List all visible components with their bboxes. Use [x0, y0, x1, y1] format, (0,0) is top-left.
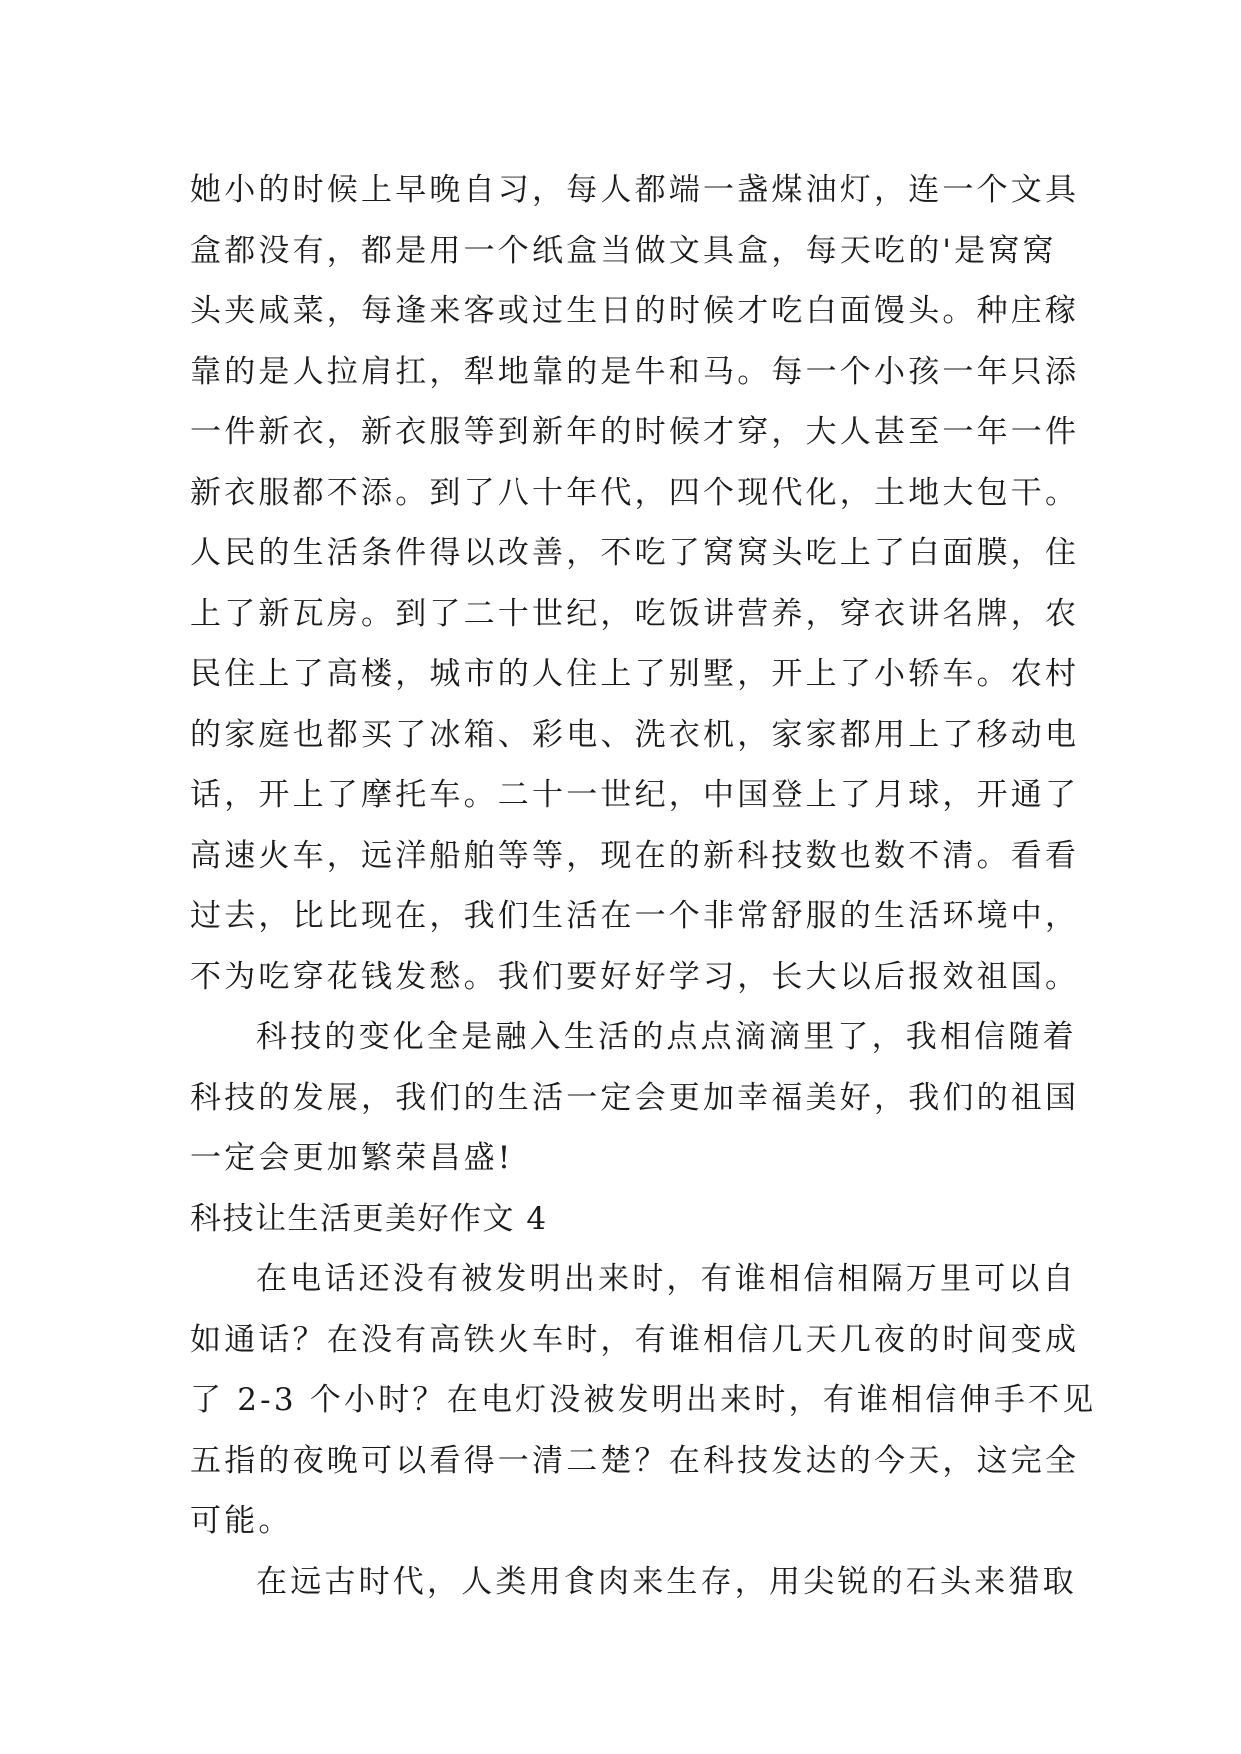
text-line: 了 2-3 个小时？在电灯没被发明出来时，有谁相信伸手不见 [190, 1382, 1097, 1418]
text-line: 头夹咸菜，每逢来客或过生日的时候才吃白面馒头。种庄稼 [190, 293, 1080, 329]
text-line: 新衣服都不添。到了八十年代，四个现代化，土地大包干。 [190, 474, 1080, 511]
text-line: 不为吃穿花钱发愁。我们要好好学习，长大以后报效祖国。 [190, 958, 1080, 995]
paragraph-start-line: 在电话还没有被发明出来时，有谁相信相隔万里可以自 [256, 1261, 1077, 1297]
text-line: 话，开上了摩托车。二十一世纪，中国登上了月球，开通了 [190, 777, 1080, 813]
text-line: 民住上了高楼，城市的人住上了别墅，开上了小轿车。农村 [190, 656, 1080, 692]
section-heading: 科技让生活更美好作文 4 [190, 1200, 548, 1237]
paragraph-start-line: 在远古时代，人类用食肉来生存，用尖锐的石头来猎取 [256, 1563, 1077, 1600]
text-line: 如通话？在没有高铁火车时，有谁相信几天几夜的时间变成 [190, 1321, 1080, 1358]
text-line: 靠的是人拉肩扛，犁地靠的是牛和马。每一个小孩一年只添 [190, 353, 1080, 390]
text-line: 科技的发展，我们的生活一定会更加幸福美好，我们的祖国 [190, 1079, 1080, 1116]
text-line: 上了新瓦房。到了二十世纪，吃饭讲营养，穿衣讲名牌，农 [190, 595, 1080, 632]
text-line: 的家庭也都买了冰箱、彩电、洗衣机，家家都用上了移动电 [190, 716, 1080, 753]
text-line: 五指的夜晚可以看得一清二楚？在科技发达的今天，这完全 [190, 1442, 1080, 1479]
text-line: 可能。 [190, 1503, 293, 1539]
paragraph-start-line: 科技的变化全是融入生活的点点滴滴里了，我相信随着 [256, 1019, 1077, 1055]
text-line: 她小的时候上早晚自习，每人都端一盏煤油灯，连一个文具 [190, 172, 1080, 208]
document-body [190, 160, 1097, 1612]
text-line: 人民的生活条件得以改善，不吃了窝窝头吃上了白面膜，住 [190, 535, 1080, 571]
text-line: 盒都没有，都是用一个纸盒当做文具盒，每天吃的'是窝窝 [190, 232, 1057, 269]
text-line: 一定会更加繁荣昌盛! [190, 1140, 514, 1176]
text-line: 过去，比比现在，我们生活在一个非常舒服的生活环境中， [190, 898, 1080, 934]
text-line: 一件新衣，新衣服等到新年的时候才穿，大人甚至一年一件 [190, 414, 1080, 450]
text-line: 高速火车，远洋船舶等等，现在的新科技数也数不清。看看 [190, 837, 1080, 874]
